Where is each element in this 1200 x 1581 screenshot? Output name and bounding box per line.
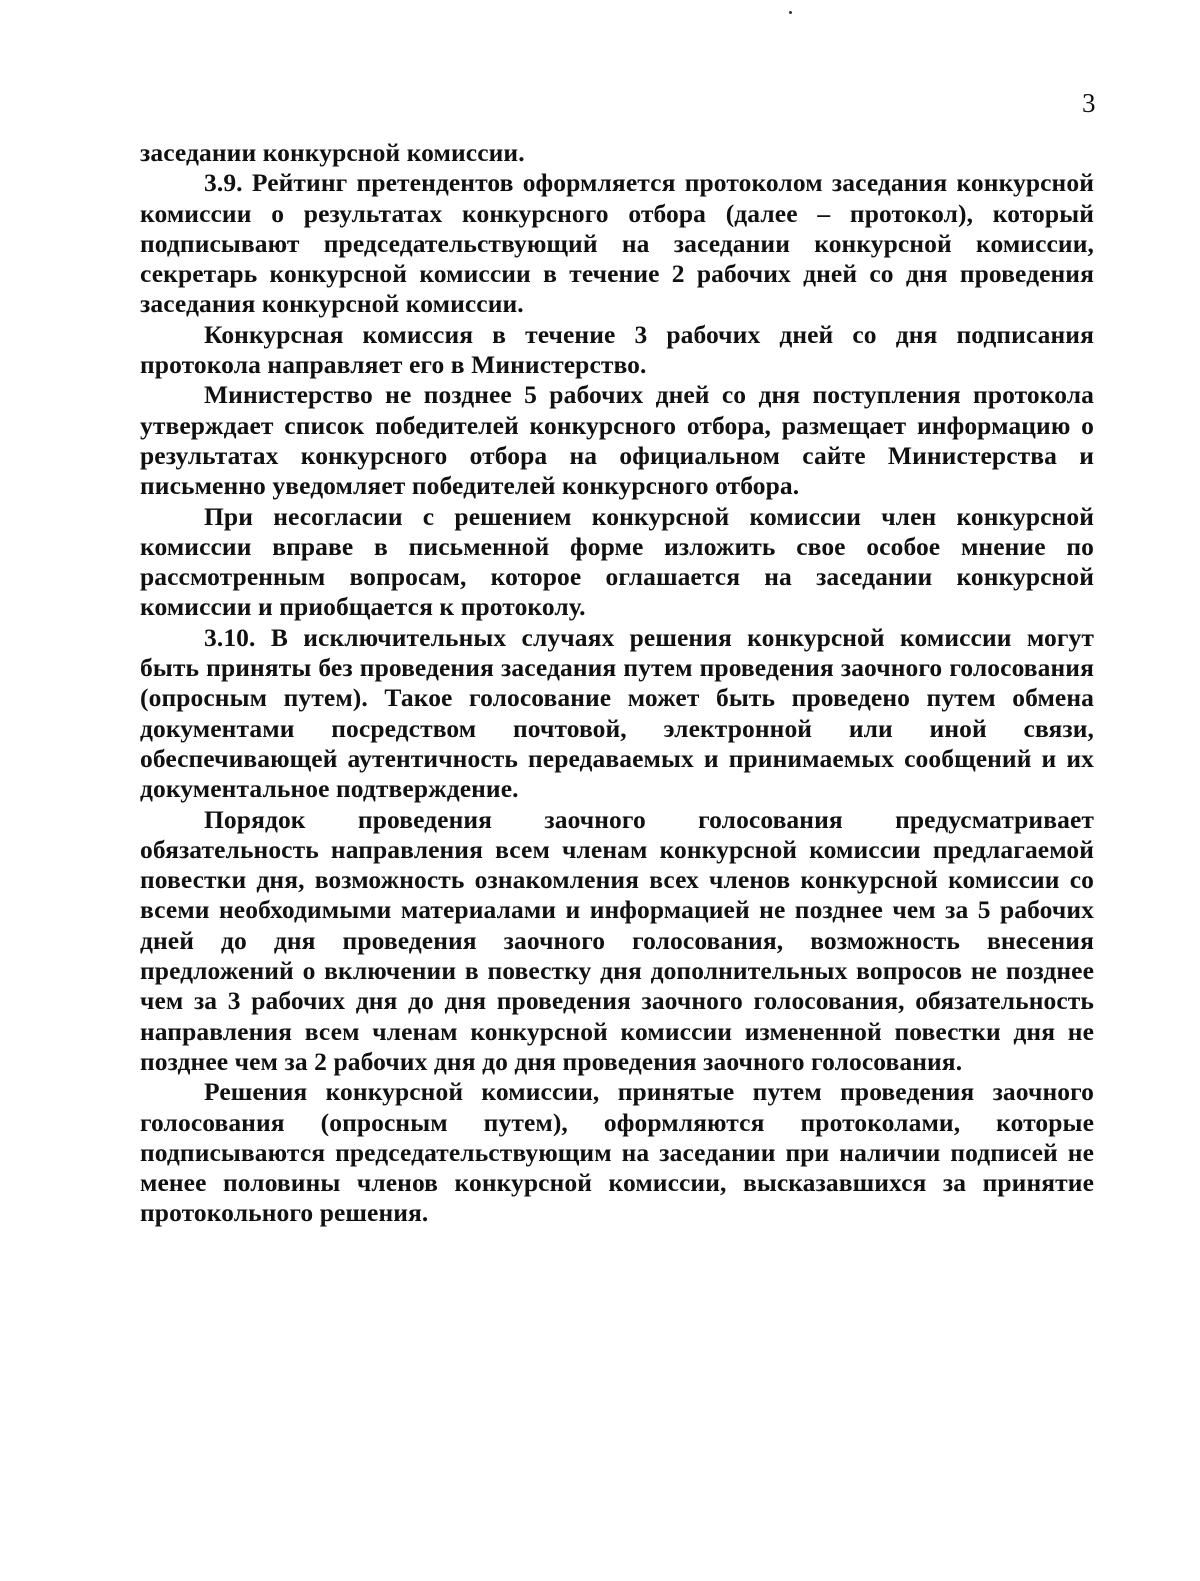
paragraph-absentee-voting-procedure: Порядок проведения заочного голосования предусматривает обязательность направления всем членам конкурсной комиссии предлагаемой повестки дня, возможность ознакомления всех членов конкурсной комиссии со всеми необходимыми материалами и информацией не позднее чем за 5 рабочих дней до дня проведения заочного голосования, возможность внесения предложений о включении в повестку дня дополнительных вопросов не позднее чем за 3 рабочих дня до дня проведения заочного голосования, обязательность направления всем членам конкурсной комиссии измененной повестки дня не позднее чем за 2 рабочих дня до дня проведения заочного голосования. <box>140 804 1094 1076</box>
paragraph-absentee-decisions: Решения конкурсной комиссии, принятые путем проведения заочного голосования (опросным путем), оформляются протоколами, которые подписываются председательствующим на заседании при наличии подписей не менее половины членов конкурсной комиссии, высказавшихся за принятие протокольного решения. <box>140 1077 1094 1228</box>
page-number: 3 <box>1082 88 1096 118</box>
paragraph-commission-sends-protocol: Конкурсная комиссия в течение 3 рабочих дней со дня подписания протокола направляет его в Министерство. <box>140 319 1094 380</box>
paragraph-dissenting-opinion: При несогласии с решением конкурсной комиссии член конкурсной комиссии вправе в письменной форме изложить свое особое мнение по рассмотренным вопросам, которое оглашается на заседании конкурсной комиссии и приобщается к протоколу. <box>140 501 1094 622</box>
paragraph-continuation: заседании конкурсной комиссии. <box>140 138 525 167</box>
paragraph-3-9: 3.9. Рейтинг претендентов оформляется протоколом заседания конкурсной комиссии о результатах конкурсного отбора (далее – протокол), который подписывают председательствующий на заседании конкурсной комиссии, секретарь конкурсной комиссии в течение 2 рабочих дней со дня проведения заседания конкурсной комиссии. <box>140 168 1094 319</box>
paragraph-ministry-approves: Министерство не позднее 5 рабочих дней со дня поступления протокола утверждает список победителей конкурсного отбора, размещает информацию о результатах конкурсного отбора на официальном сайте Министерства и письменно уведомляет победителей конкурсного отбора. <box>140 380 1094 501</box>
paragraph-3-10: 3.10. В исключительных случаях решения конкурсной комиссии могут быть приняты без проведения заседания путем проведения заочного голосования (опросным путем). Такое голосование может быть проведено путем обмена документами посредством почтовой, электронной или иной связи, обеспечивающей аутентичность передаваемых и принимаемых сообщений и их документальное подтверждение. <box>140 622 1094 804</box>
scan-speck-top <box>789 11 792 14</box>
document-body <box>140 138 1094 1229</box>
